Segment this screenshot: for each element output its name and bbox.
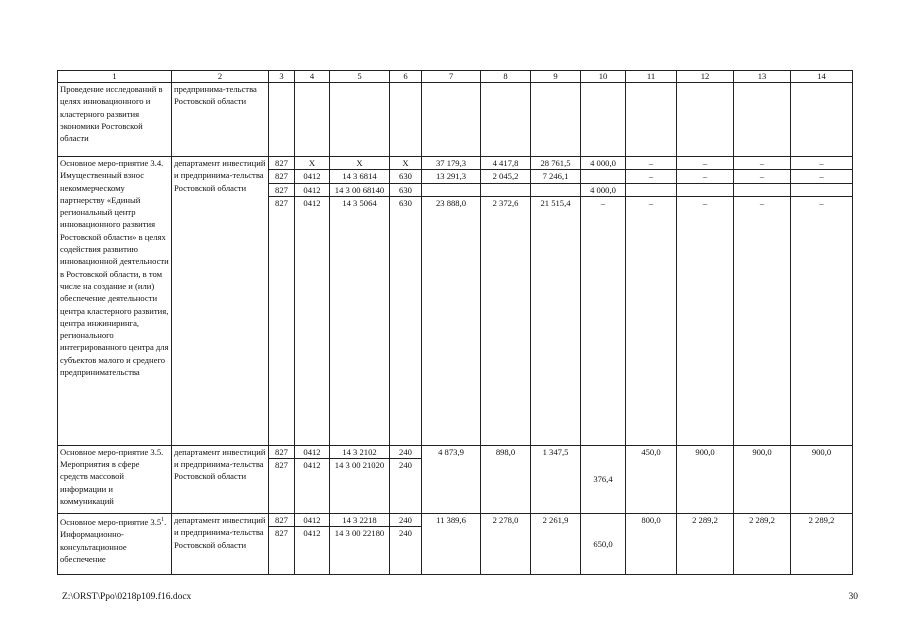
year-cell: 4 000,0	[581, 183, 626, 196]
header-cell: 10	[581, 71, 626, 83]
year-cell: –	[734, 196, 791, 445]
year-cell	[791, 183, 853, 196]
year-cell: 376,4	[581, 445, 626, 513]
year-cell	[531, 183, 581, 196]
year-cell: –	[734, 157, 791, 170]
csr-cell: 14 3 6814	[330, 170, 390, 183]
executor: департамент инвестиций и предпринима-тельства Ростовской области	[172, 445, 269, 513]
total-cell: 11 389,6	[422, 514, 481, 575]
csr-cell: 14 3 5064	[330, 196, 390, 445]
vr-cell: X	[390, 157, 422, 170]
grbs-cell: 827	[269, 170, 295, 183]
header-cell: 1	[58, 71, 172, 83]
year-cell: –	[626, 157, 677, 170]
grbs-cell: 827	[269, 183, 295, 196]
year-cell	[734, 183, 791, 196]
year-cell: 2 289,2	[677, 514, 734, 575]
year-cell: 2 278,0	[481, 514, 531, 575]
page-number: 30	[848, 592, 858, 602]
year-cell: 4 417,8	[481, 157, 531, 170]
year-cell: –	[791, 196, 853, 445]
header-cell: 6	[390, 71, 422, 83]
year-cell: 450,0	[626, 445, 677, 513]
rz-cell: X	[295, 157, 330, 170]
table-row	[58, 514, 853, 527]
csr-cell: X	[330, 157, 390, 170]
program-table	[57, 70, 853, 575]
year-cell: –	[791, 157, 853, 170]
vr-cell: 630	[390, 196, 422, 445]
vr-cell: 240	[390, 459, 422, 514]
executor: департамент инвестиций и предпринима-тельства Ростовской области	[172, 157, 269, 446]
header-cell: 11	[626, 71, 677, 83]
year-cell	[481, 183, 531, 196]
footnote-mark: 1	[161, 517, 165, 524]
year-cell: –	[791, 170, 853, 183]
table-row	[58, 83, 853, 157]
header-cell: 5	[330, 71, 390, 83]
table-row	[58, 157, 853, 170]
year-cell: –	[677, 170, 734, 183]
activity-name: Проведение исследований в целях инновационного и кластерного развития экономики Ростовской области	[58, 83, 172, 157]
rz-cell: 0412	[295, 445, 330, 458]
grbs-cell: 827	[269, 527, 295, 575]
year-cell: 800,0	[626, 514, 677, 575]
header-cell: 7	[422, 71, 481, 83]
rz-cell: 0412	[295, 170, 330, 183]
header-cell: 13	[734, 71, 791, 83]
activity-name-main: Основное меро-приятие 3.5	[60, 517, 162, 528]
year-cell: 2 045,2	[481, 170, 531, 183]
year-cell: 2 372,6	[481, 196, 531, 445]
year-cell	[677, 183, 734, 196]
header-cell: 4	[295, 71, 330, 83]
header-row	[58, 71, 853, 83]
rz-cell: 0412	[295, 514, 330, 527]
rz-cell: 0412	[295, 527, 330, 575]
year-cell: 2 289,2	[734, 514, 791, 575]
total-cell: 37 179,3	[422, 157, 481, 170]
csr-cell: 14 3 00 68140	[330, 183, 390, 196]
header-cell: 8	[481, 71, 531, 83]
rz-cell: 0412	[295, 183, 330, 196]
activity-name-rest: . Информационно-консультационное обеспечение	[60, 517, 167, 564]
header-cell: 3	[269, 71, 295, 83]
year-cell: –	[581, 196, 626, 445]
activity-name: Основное меро-приятие 3.4. Имущественный взнос некоммерческому партнерству «Единый региональный центр инновационного развития Ростовской области» в целях содействия развитию инновационной деятельности в Ростовской области, в том числе на создание и (или) обеспечение деятельности центра кластерного развития, центра инжиниринга, регионального интегрированного центра для субъектов малого и среднего предпринимательства	[58, 157, 172, 446]
year-cell: 21 515,4	[531, 196, 581, 445]
year-cell: –	[626, 170, 677, 183]
executor: департамент инвестиций и предпринима-тельства Ростовской области	[172, 514, 269, 575]
file-path: Z:\ORST\Ppo\0218p109.f16.docx	[62, 592, 192, 602]
rz-cell: 0412	[295, 459, 330, 514]
rz-cell: 0412	[295, 196, 330, 445]
year-cell: –	[677, 196, 734, 445]
grbs-cell: 827	[269, 459, 295, 514]
vr-cell: 630	[390, 170, 422, 183]
year-cell: 2 289,2	[791, 514, 853, 575]
header-cell: 12	[677, 71, 734, 83]
year-cell: –	[734, 170, 791, 183]
header-cell: 14	[791, 71, 853, 83]
header-cell: 2	[172, 71, 269, 83]
activity-name: Основное меро-приятие 3.5. Мероприятия в сфере средств массовой информации и коммуникаций	[58, 445, 172, 513]
executor: предпринима-тельства Ростовской области	[172, 83, 269, 157]
year-cell: –	[677, 157, 734, 170]
vr-cell: 240	[390, 527, 422, 575]
year-cell	[581, 170, 626, 183]
year-cell: 28 761,5	[531, 157, 581, 170]
table-row	[58, 445, 853, 458]
year-cell: 2 261,9	[531, 514, 581, 575]
total-cell	[422, 183, 481, 196]
grbs-cell: 827	[269, 514, 295, 527]
year-cell: 900,0	[677, 445, 734, 513]
year-cell	[626, 183, 677, 196]
csr-cell: 14 3 2218	[330, 514, 390, 527]
year-cell: 900,0	[734, 445, 791, 513]
year-cell: 650,0	[581, 514, 626, 575]
year-cell: 898,0	[481, 445, 531, 513]
grbs-cell: 827	[269, 445, 295, 458]
total-cell: 23 888,0	[422, 196, 481, 445]
year-cell: 900,0	[791, 445, 853, 513]
grbs-cell: 827	[269, 157, 295, 170]
year-cell: 7 246,1	[531, 170, 581, 183]
year-cell: –	[626, 196, 677, 445]
csr-cell: 14 3 00 22180	[330, 527, 390, 575]
csr-cell: 14 3 2102	[330, 445, 390, 458]
grbs-cell: 827	[269, 196, 295, 445]
year-cell: 4 000,0	[581, 157, 626, 170]
vr-cell: 630	[390, 183, 422, 196]
header-cell: 9	[531, 71, 581, 83]
total-cell: 4 873,9	[422, 445, 481, 513]
activity-name	[58, 514, 172, 575]
vr-cell: 240	[390, 514, 422, 527]
vr-cell: 240	[390, 445, 422, 458]
year-cell: 1 347,5	[531, 445, 581, 513]
csr-cell: 14 3 00 21020	[330, 459, 390, 514]
total-cell: 13 291,3	[422, 170, 481, 183]
